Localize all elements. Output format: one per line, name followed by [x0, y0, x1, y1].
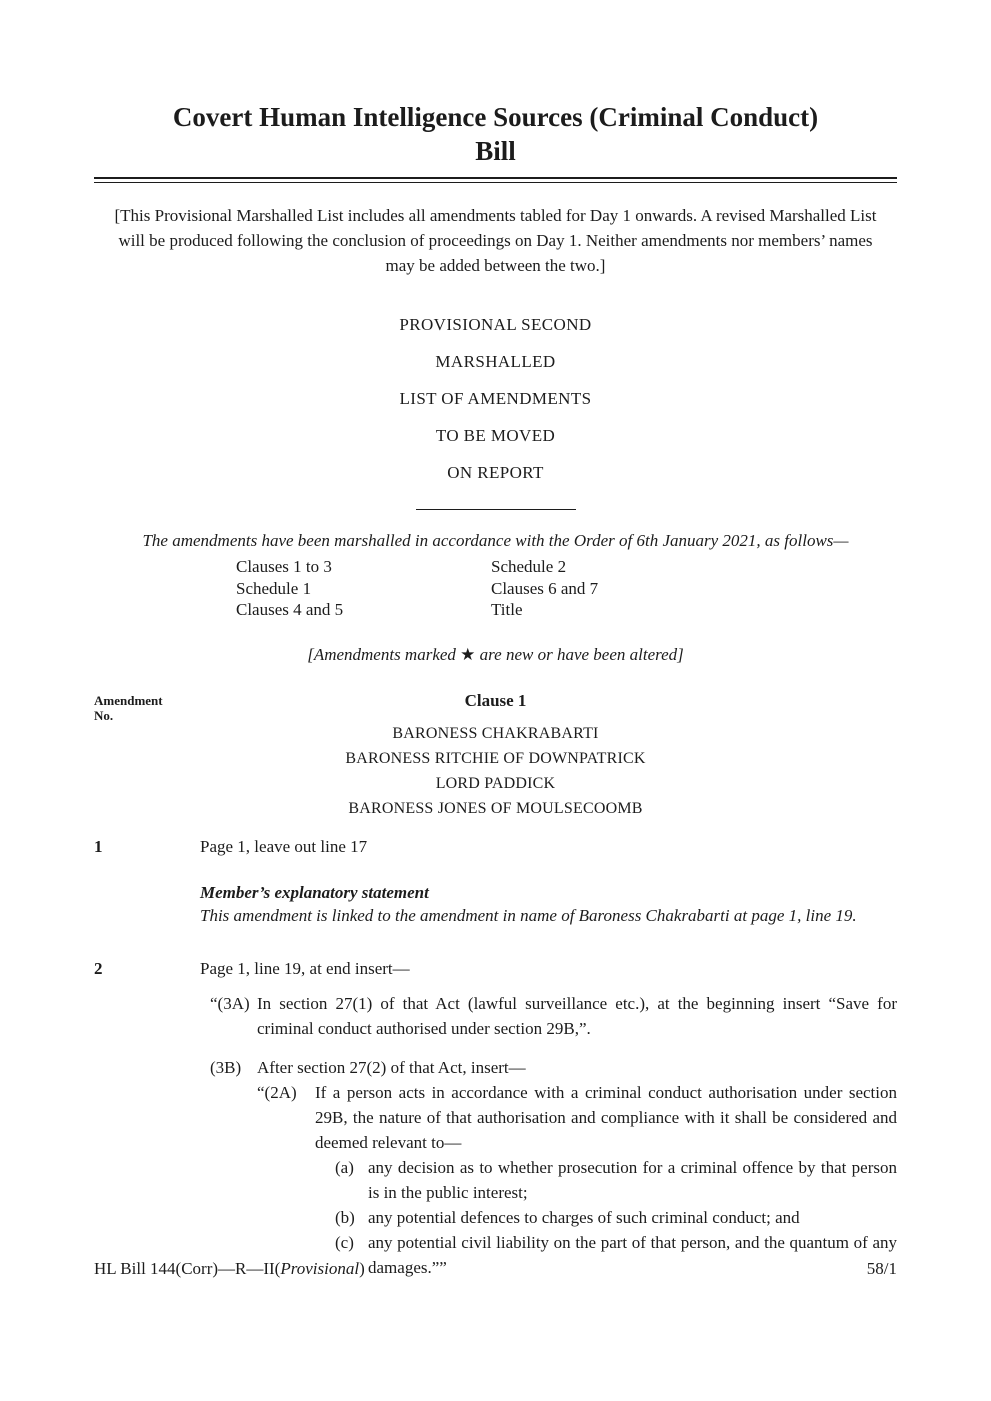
paragraph-text: any decision as to whether prosecution for a criminal offence by that person is in the public interest; [368, 1157, 897, 1202]
page-footer [94, 1258, 897, 1280]
subsection-3A [210, 991, 897, 1041]
paragraph-marker: (b) [335, 1207, 355, 1227]
paragraph-marker: (c) [335, 1232, 354, 1252]
sponsor-name: BARONESS RITCHIE OF DOWNPATRICK [345, 749, 646, 767]
star-icon: ★ [460, 644, 476, 664]
amendment-no-label-line1: Amendment [94, 692, 163, 708]
paragraph-marker: (a) [335, 1157, 354, 1177]
star-note [94, 645, 897, 665]
paragraph-text: any potential defences to charges of such criminal conduct; and [368, 1207, 800, 1227]
sponsor-name: LORD PADDICK [435, 774, 556, 792]
bill-title-line1: Covert Human Intelligence Sources (Criminal Conduct) [172, 102, 819, 132]
amendment-no-label [94, 693, 163, 723]
amendment-2 [94, 957, 897, 981]
subsection-text: After section 27(2) of that Act, insert— [257, 1057, 526, 1077]
amendment-no-label-line2: No. [94, 707, 114, 723]
explanatory-text: This amendment is linked to the amendment in name of Baroness Chakrabarti at page 1, line 19. [200, 905, 857, 925]
order-item: Title [491, 600, 523, 619]
sponsor-name: BARONESS CHAKRABARTI [392, 724, 599, 742]
subsection-marker: “(3A) [210, 993, 250, 1013]
subsection-marker: “(2A) [257, 1082, 297, 1102]
clause-heading: Clause 1 [464, 690, 527, 710]
marshalling-note: The amendments have been marshalled in accordance with the Order of 6th January 2021, as follows— [142, 531, 849, 550]
subsection-2A [257, 1080, 897, 1155]
subsection-3B [210, 1055, 897, 1080]
amendment-1 [94, 835, 897, 859]
footer-bill-reference [94, 1258, 365, 1280]
amendment-lead: Page 1, line 19, at end insert— [200, 958, 410, 978]
heading-line: MARSHALLED [435, 352, 556, 371]
amendment-text: Page 1, leave out line 17 [200, 836, 368, 856]
amendment-number: 1 [94, 836, 103, 856]
footer-ref-italic: Provisional [280, 1259, 360, 1278]
order-item: Clauses 6 and 7 [491, 578, 599, 598]
bill-title [94, 100, 897, 168]
bill-title-line2: Bill [475, 136, 516, 166]
heading-line: PROVISIONAL SECOND [399, 315, 592, 334]
order-item: Schedule 1 [236, 578, 312, 598]
list-headings [94, 306, 897, 491]
paragraph-a [335, 1155, 897, 1205]
heading-line: ON REPORT [447, 463, 544, 482]
paragraph-text: any potential civil liability on the part of that person, and the quantum of any damages.”” [368, 1232, 897, 1277]
explanatory-heading: Member’s explanatory statement [200, 882, 429, 902]
star-note-post: are new or have been altered] [475, 644, 684, 664]
marshalling-order-table [236, 556, 897, 621]
footer-ref-post: ) [359, 1259, 365, 1278]
star-note-pre: [Amendments marked [307, 644, 461, 664]
paragraph-b [335, 1205, 897, 1230]
order-item: Clauses 1 to 3 [236, 557, 332, 576]
clause-header [94, 690, 897, 723]
sponsor-name: BARONESS JONES OF MOULSECOOMB [348, 799, 643, 817]
sponsor-list [94, 721, 897, 821]
amendment-number: 2 [94, 958, 103, 978]
footer-ref-pre: HL Bill 144(Corr)—R—II( [94, 1259, 281, 1278]
heading-line: TO BE MOVED [435, 426, 556, 445]
heading-line: LIST OF AMENDMENTS [399, 389, 592, 408]
section-divider-rule [416, 509, 576, 510]
order-item: Clauses 4 and 5 [236, 600, 344, 619]
subsection-marker: (3B) [210, 1057, 242, 1077]
explanatory-statement [200, 881, 897, 927]
provisional-notice: [This Provisional Marshalled List includes all amendments tabled for Day 1 onwards. A revised Marshalled List will be produced following the conclusion of proceedings on Day 1. Neither amendments nor members’ names may be added between the two.] [114, 206, 877, 275]
order-item: Schedule 2 [491, 557, 567, 576]
subsection-text: In section 27(1) of that Act (lawful surveillance etc.), at the beginning insert “Save for criminal conduct authorised under section 29B,”. [257, 993, 897, 1038]
subsection-text: If a person acts in accordance with a criminal conduct authorisation under section 29B, the nature of that authorisation and compliance with it shall be considered and deemed relevant to— [315, 1082, 897, 1152]
title-double-rule [94, 177, 897, 183]
footer-sheet-number: 58/1 [866, 1259, 897, 1278]
